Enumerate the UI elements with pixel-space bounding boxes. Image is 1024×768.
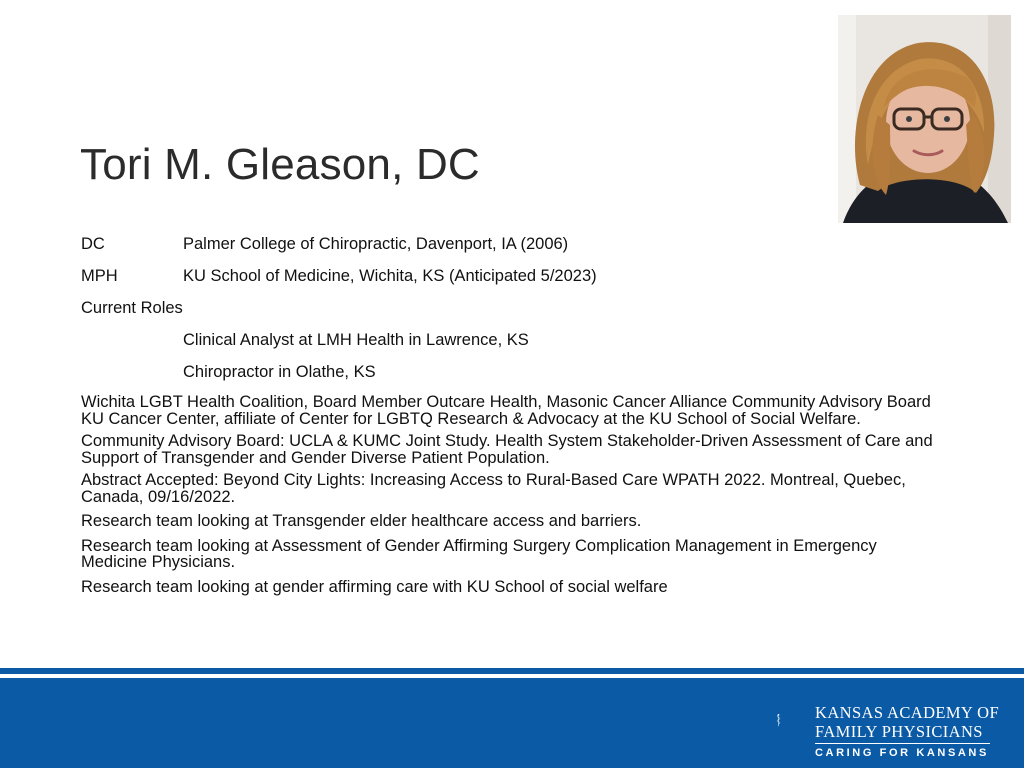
bio-paragraph: Research team looking at Assessment of Gender Affirming Surgery Complication Management in Emergency Medicine Physicians. xyxy=(81,536,877,571)
page-title: Tori M. Gleason, DC xyxy=(80,140,480,189)
logo-text xyxy=(815,703,999,759)
portrait-image xyxy=(838,15,1011,223)
logo-tagline: CARING FOR KANSANS xyxy=(815,747,989,759)
footer-stripe xyxy=(0,674,1024,678)
bio-paragraph: Research team looking at gender affirming care with KU School of social welfare xyxy=(81,577,668,596)
degree-row xyxy=(81,228,941,260)
degree-text: Palmer College of Chiropractic, Davenport, IA (2006) xyxy=(183,235,569,253)
current-roles-label: Current Roles xyxy=(81,299,183,317)
degree-text: KU School of Medicine, Wichita, KS (Anticipated 5/2023) xyxy=(183,267,597,285)
role-item: Chiropractor in Olathe, KS xyxy=(183,363,376,381)
logo-line1: KANSAS ACADEMY OF xyxy=(815,703,1000,722)
bio-paragraph: Research team looking at Transgender elder healthcare access and barriers. xyxy=(81,512,642,530)
role-item: Clinical Analyst at LMH Health in Lawrence, KS xyxy=(183,331,529,349)
bio-content xyxy=(81,228,941,595)
bio-paragraph: Abstract Accepted: Beyond City Lights: Increasing Access to Rural-Based Care WPATH 2022. Montreal, Quebec, Canada, 09/16/2022. xyxy=(81,471,906,506)
degree-row xyxy=(81,260,941,292)
caduceus-icon xyxy=(776,684,816,756)
bio-paragraph: Wichita LGBT Health Coalition, Board Member Outcare Health, Masonic Cancer Alliance Community Advisory Board KU Cancer Center, affiliate of Center for LGBTQ Research & Advocacy at the KU School of Social Welfare. xyxy=(81,393,931,428)
degree-abbr: DC xyxy=(81,235,105,253)
logo-line2: FAMILY PHYSICIANS xyxy=(815,722,983,741)
bio-paragraph: Community Advisory Board: UCLA & KUMC Joint Study. Health System Stakeholder-Driven Assessment of Care and Support of Transgender and Gender Diverse Patient Population. xyxy=(81,432,933,467)
degree-abbr: MPH xyxy=(81,267,118,285)
portrait-photo xyxy=(838,15,1011,223)
logo-divider xyxy=(815,743,990,744)
